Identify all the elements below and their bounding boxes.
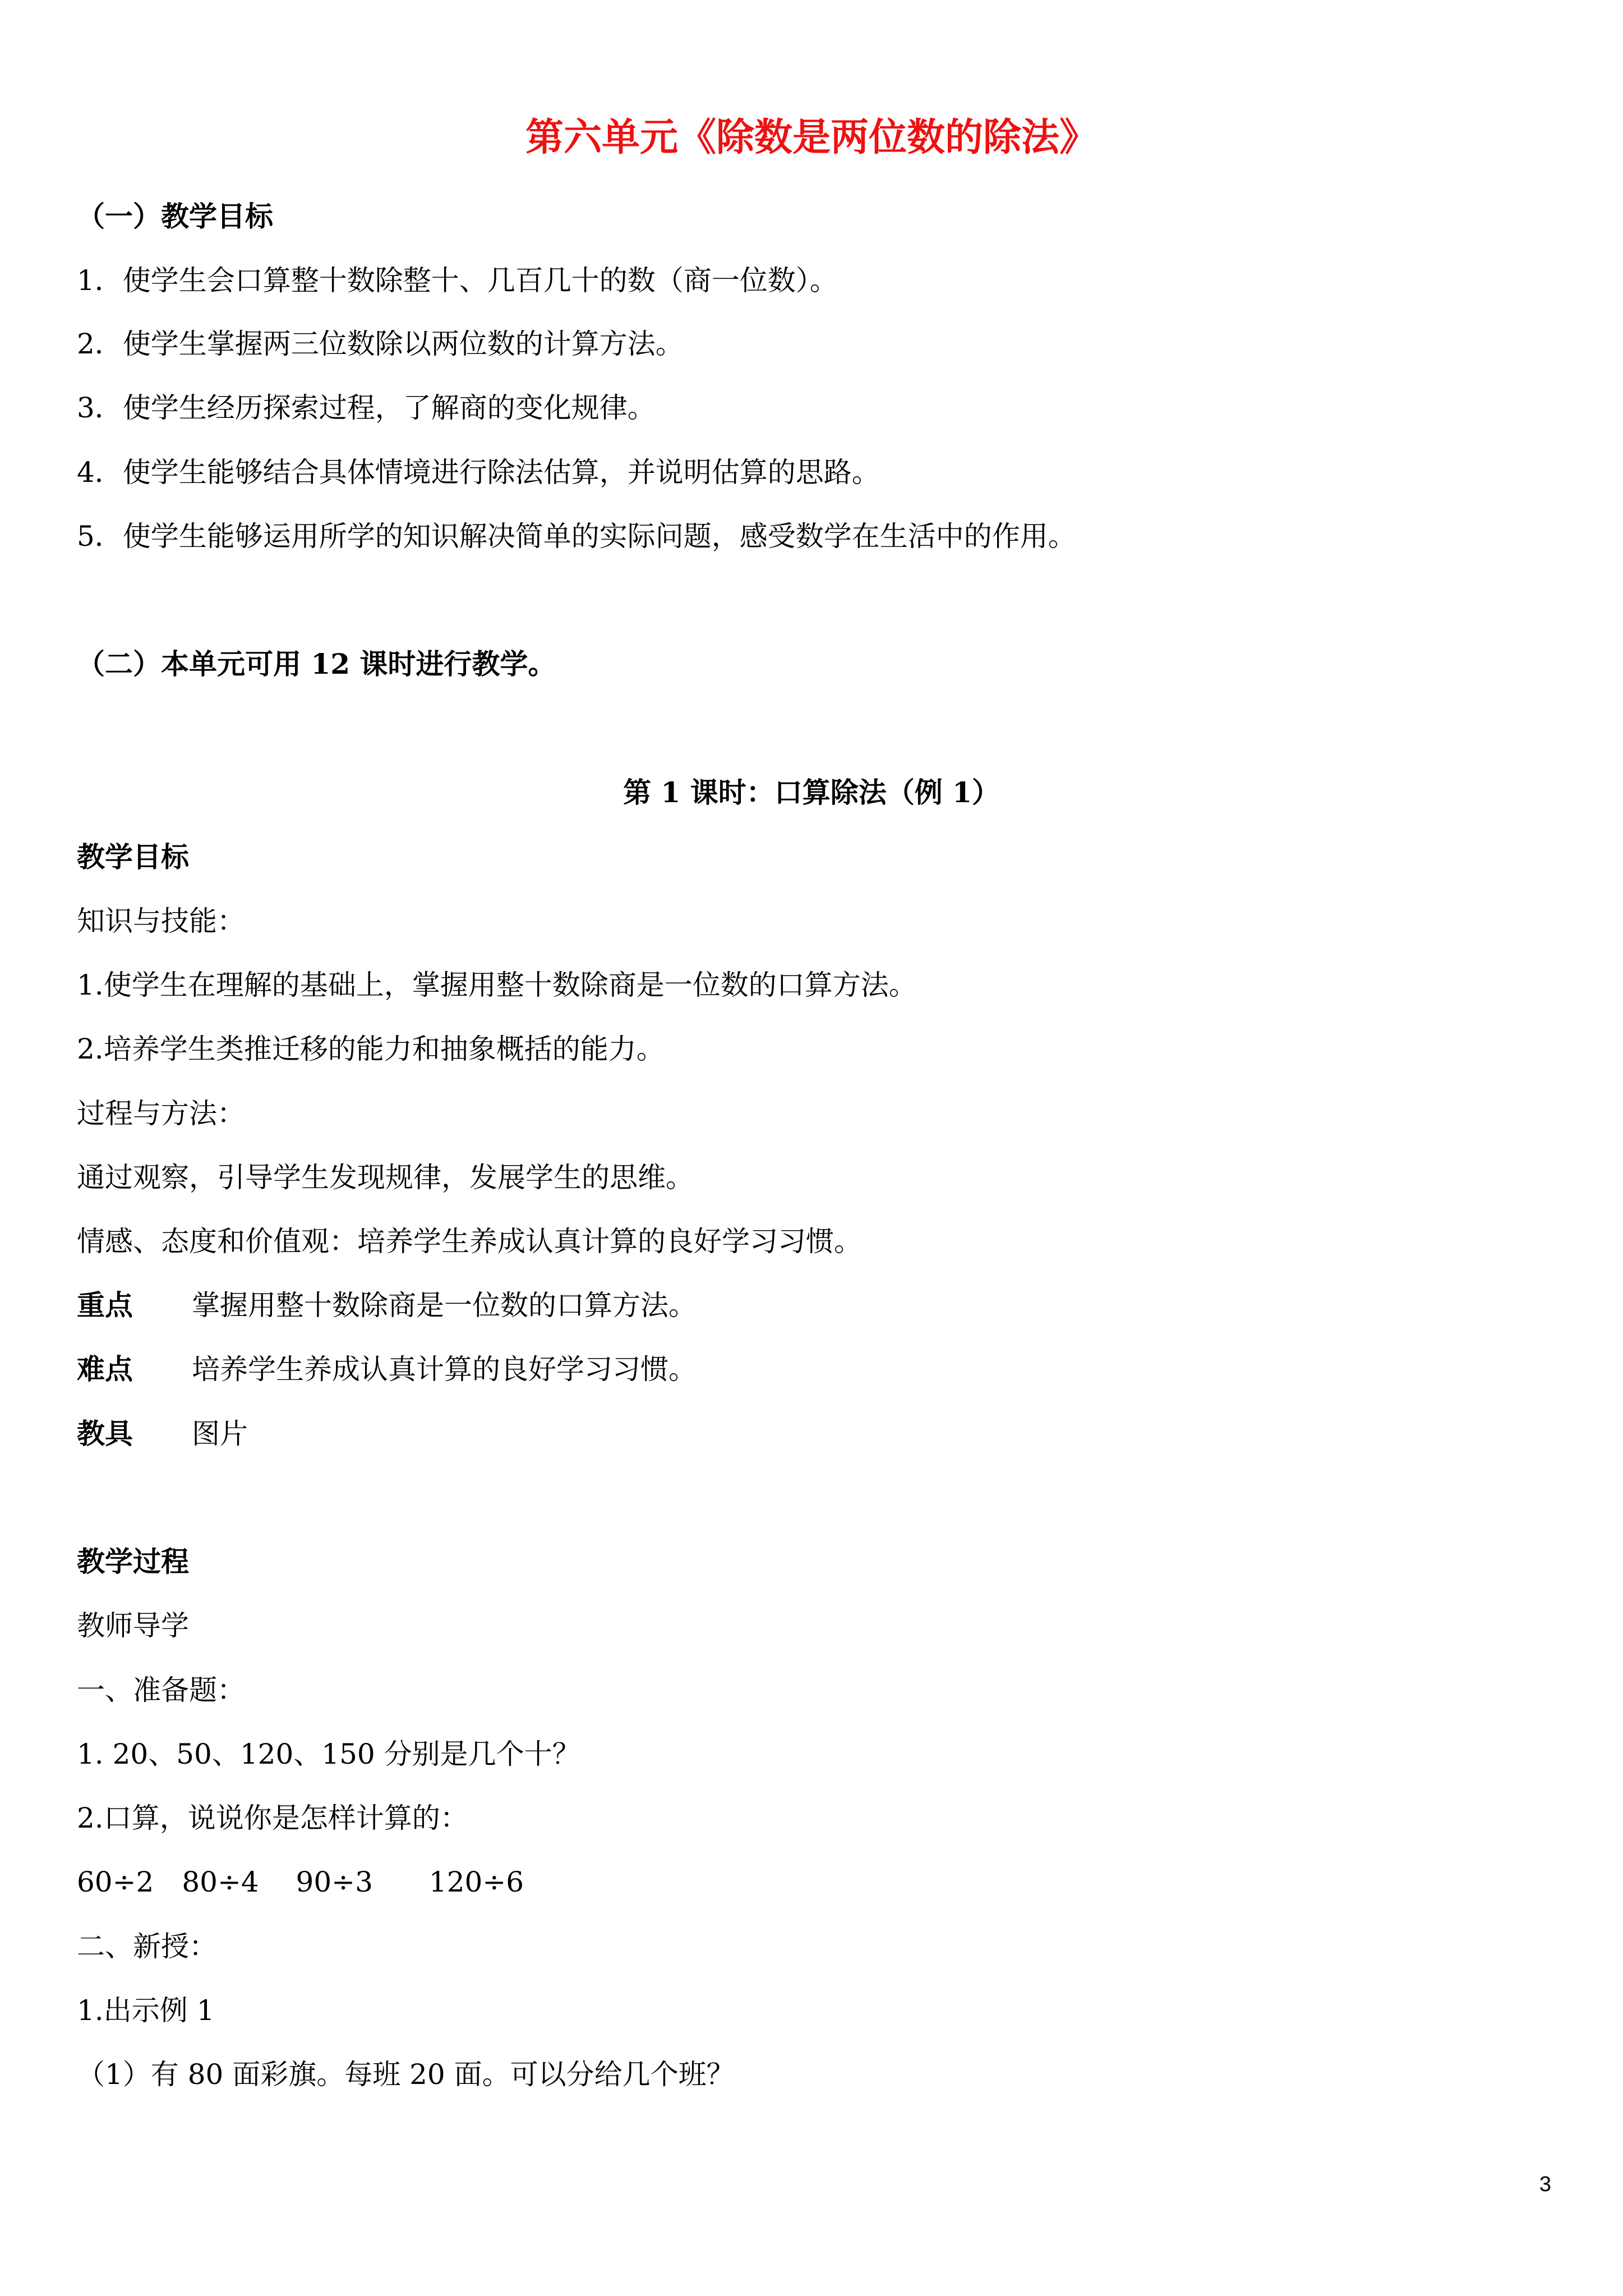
knowledge-label: 知识与技能： — [77, 905, 245, 937]
difficulty-label: 难点 — [77, 1352, 133, 1386]
emotion-text: 情感、态度和价值观：培养学生养成认真计算的良好学习习惯。 — [77, 1225, 862, 1258]
page-number: 3 — [1539, 2173, 1551, 2196]
section2-heading: （二）本单元可用 12 课时进行教学。 — [77, 647, 556, 680]
prep-item: 1. 20、50、120、150 分别是几个十？ — [77, 1738, 580, 1770]
objective-item: 5．使学生能够运用所学的知识解决简单的实际问题，感受数学在生活中的作用。 — [77, 520, 1076, 553]
tools-label: 教具 — [77, 1417, 133, 1450]
new-heading: 二、新授： — [77, 1930, 217, 1963]
calc-line: 60÷2 80÷4 90÷3 120÷6 — [77, 1866, 524, 1898]
knowledge-item: 2.培养学生类推迁移的能力和抽象概括的能力。 — [77, 1033, 665, 1065]
prep-heading: 一、准备题： — [77, 1674, 245, 1706]
key-point-row — [77, 1289, 697, 1322]
key-point-text: 掌握用整十数除商是一位数的口算方法。 — [192, 1289, 697, 1322]
knowledge-item: 1.使学生在理解的基础上，掌握用整十数除商是一位数的口算方法。 — [77, 969, 917, 1001]
teacher-guide: 教师导学 — [77, 1609, 189, 1642]
objective-item: 2．使学生掌握两三位数除以两位数的计算方法。 — [77, 328, 684, 360]
difficulty-row — [77, 1352, 697, 1386]
section1-heading: （一）教学目标 — [77, 200, 273, 233]
tools-row — [77, 1417, 248, 1451]
difficulty-text: 培养学生养成认真计算的良好学习习惯。 — [192, 1353, 697, 1386]
objective-item: 4．使学生能够结合具体情境进行除法估算，并说明估算的思路。 — [77, 456, 880, 489]
lesson-title: 第 1 课时：口算除法（例 1） — [623, 776, 1000, 809]
prep-item: 2.口算，说说你是怎样计算的： — [77, 1802, 468, 1834]
objective-item: 1．使学生会口算整十数除整十、几百几十的数（商一位数）。 — [77, 264, 838, 297]
example-intro: 1.出示例 1 — [77, 1994, 215, 2027]
example-question: （1）有 80 面彩旗。每班 20 面。可以分给几个班？ — [77, 2058, 735, 2091]
objective-item: 3．使学生经历探索过程，了解商的变化规律。 — [77, 392, 656, 424]
key-point-label: 重点 — [77, 1289, 133, 1322]
teaching-process-heading: 教学过程 — [77, 1545, 189, 1578]
process-text: 通过观察，引导学生发现规律，发展学生的思维。 — [77, 1161, 694, 1194]
lesson-objectives-heading: 教学目标 — [77, 840, 189, 873]
unit-title: 第六单元《除数是两位数的除法》 — [525, 115, 1098, 160]
tools-text: 图片 — [192, 1418, 248, 1450]
process-label: 过程与方法： — [77, 1097, 245, 1130]
